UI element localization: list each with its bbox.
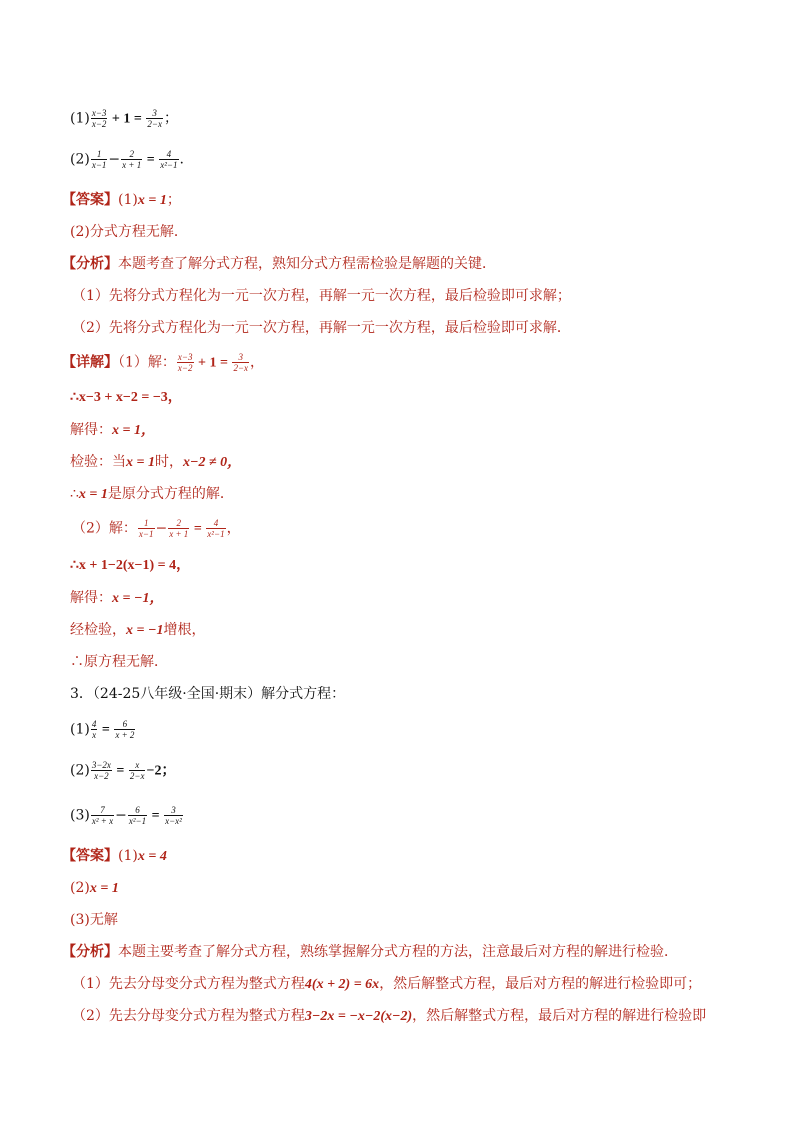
detail-step-7: 解得：x = −1， <box>70 590 164 606</box>
fraction: $\frac{3}{\text{x−x²}}$ <box>165 805 182 826</box>
q3-title: 3．（24-25八年级·全国·期末）解分式方程： <box>70 686 346 702</box>
detail-step-4: ∴x = 1是原分式方程的解． <box>70 486 234 502</box>
fraction: $\frac{3-2x}{x-2}$ <box>91 760 111 781</box>
detail-step-8: 经检验，x = −1增根， <box>70 622 206 638</box>
fraction: $\frac{4}{\text{x²−1}}$ <box>207 518 225 539</box>
answer-tag: 【答案】 <box>62 192 118 208</box>
fraction: $\frac{2}{x + 1}$ <box>169 518 189 539</box>
fraction: $\frac{x-3}{x-2}$ <box>91 108 107 129</box>
q3-part3: (3) $\frac{7}{\text{x² + x}}$ − $\frac{6}{\text{x²−1}}$ = $\frac{3}{\text{x−x²}}$ <box>70 805 182 826</box>
q3-answer3: (3)无解 <box>70 912 118 928</box>
fraction: $\frac{2}{x + 1}$ <box>122 149 142 170</box>
q2-step1: （1）先将分式方程化为一元一次方程，再解一元一次方程，最后检验即可求解； <box>72 288 571 304</box>
q2-detail: 【详解】（1）解： $\frac{x-3}{x-2}$ + 1 = $\frac{3}{2-x}$ ， <box>62 352 265 373</box>
fraction: $\frac{3}{2-x}$ <box>233 352 249 373</box>
fraction: $\frac{7}{\text{x² + x}}$ <box>91 805 114 826</box>
answer-tag: 【答案】 <box>62 848 118 864</box>
q2-answer2: (2)分式方程无解． <box>70 224 188 240</box>
detail-part2: （2）解： $\frac{1}{x-1}$ − $\frac{2}{x + 1}$ = $\frac{4}{\text{x²−1}}$ ， <box>72 518 241 539</box>
q2-answer: 【答案】(1)x = 1； <box>62 192 181 208</box>
detail-tag: 【详解】 <box>62 354 118 371</box>
detail-step-1: ∴x−3 + x−2 = −3， <box>70 390 182 405</box>
q3-answer: 【答案】(1)x = 4 <box>62 848 167 864</box>
fraction: $\frac{4}{x}$ <box>91 719 97 740</box>
fraction: $\frac{x}{2-x}$ <box>129 760 145 781</box>
q3-analysis: 【分析】本题主要考查了解分式方程，熟练掌握解分式方程的方法，注意最后对方程的解进行检验． <box>62 944 678 960</box>
fraction: $\frac{1}{x-1}$ <box>91 149 107 170</box>
detail-step-2: 解得：x = 1， <box>70 422 155 438</box>
analysis-tag: 【分析】 <box>62 944 118 960</box>
q3-step2: （2）先去分母变分式方程为整式方程3−2x = −x−2(x−2)，然后解整式方程，最后对方程的解进行检验即 <box>72 1008 707 1024</box>
q3-answer2: (2)x = 1 <box>70 880 119 896</box>
q2-part2: (2) $\frac{1}{x-1}$ − $\frac{2}{x + 1}$ = $\frac{4}{\text{x²−1}}$ . <box>70 149 184 170</box>
fraction: $\frac{4}{\text{x²−1}}$ <box>160 149 178 170</box>
fraction: $\frac{6}{\text{x²−1}}$ <box>128 805 147 826</box>
q3-part1: (1) $\frac{4}{x}$ = $\frac{6}{x + 2}$ <box>70 719 135 740</box>
q2-step2: （2）先将分式方程化为一元一次方程，再解一元一次方程，最后检验即可求解． <box>72 320 571 336</box>
q2-part1: (1) $\frac{x-3}{x-2}$ + 1 = $\frac{3}{2-x}$ ； <box>70 108 178 129</box>
q2-analysis: 【分析】本题考查了解分式方程，熟知分式方程需检验是解题的关键． <box>62 256 496 272</box>
detail-step-3: 检验：当x = 1时，x−2 ≠ 0， <box>70 454 242 470</box>
fraction: $\frac{6}{x + 2}$ <box>115 719 135 740</box>
detail-step-6: ∴x + 1−2(x−1) = 4， <box>70 558 191 573</box>
fraction: $\frac{x-3}{x-2}$ <box>177 352 193 373</box>
q3-step1: （1）先去分母变分式方程为整式方程4(x + 2) = 6x，然后解整式方程，最后对方程的解进行检验即可； <box>72 976 702 992</box>
detail-step-9: ∴原方程无解． <box>70 654 168 670</box>
fraction: $\frac{1}{x-1}$ <box>138 518 154 539</box>
fraction: $\frac{3}{2-x}$ <box>147 108 162 129</box>
analysis-tag: 【分析】 <box>62 256 118 272</box>
q3-part2: (2) $\frac{3-2x}{x-2}$ = $\frac{x}{2-x}$ −2； <box>70 760 176 781</box>
